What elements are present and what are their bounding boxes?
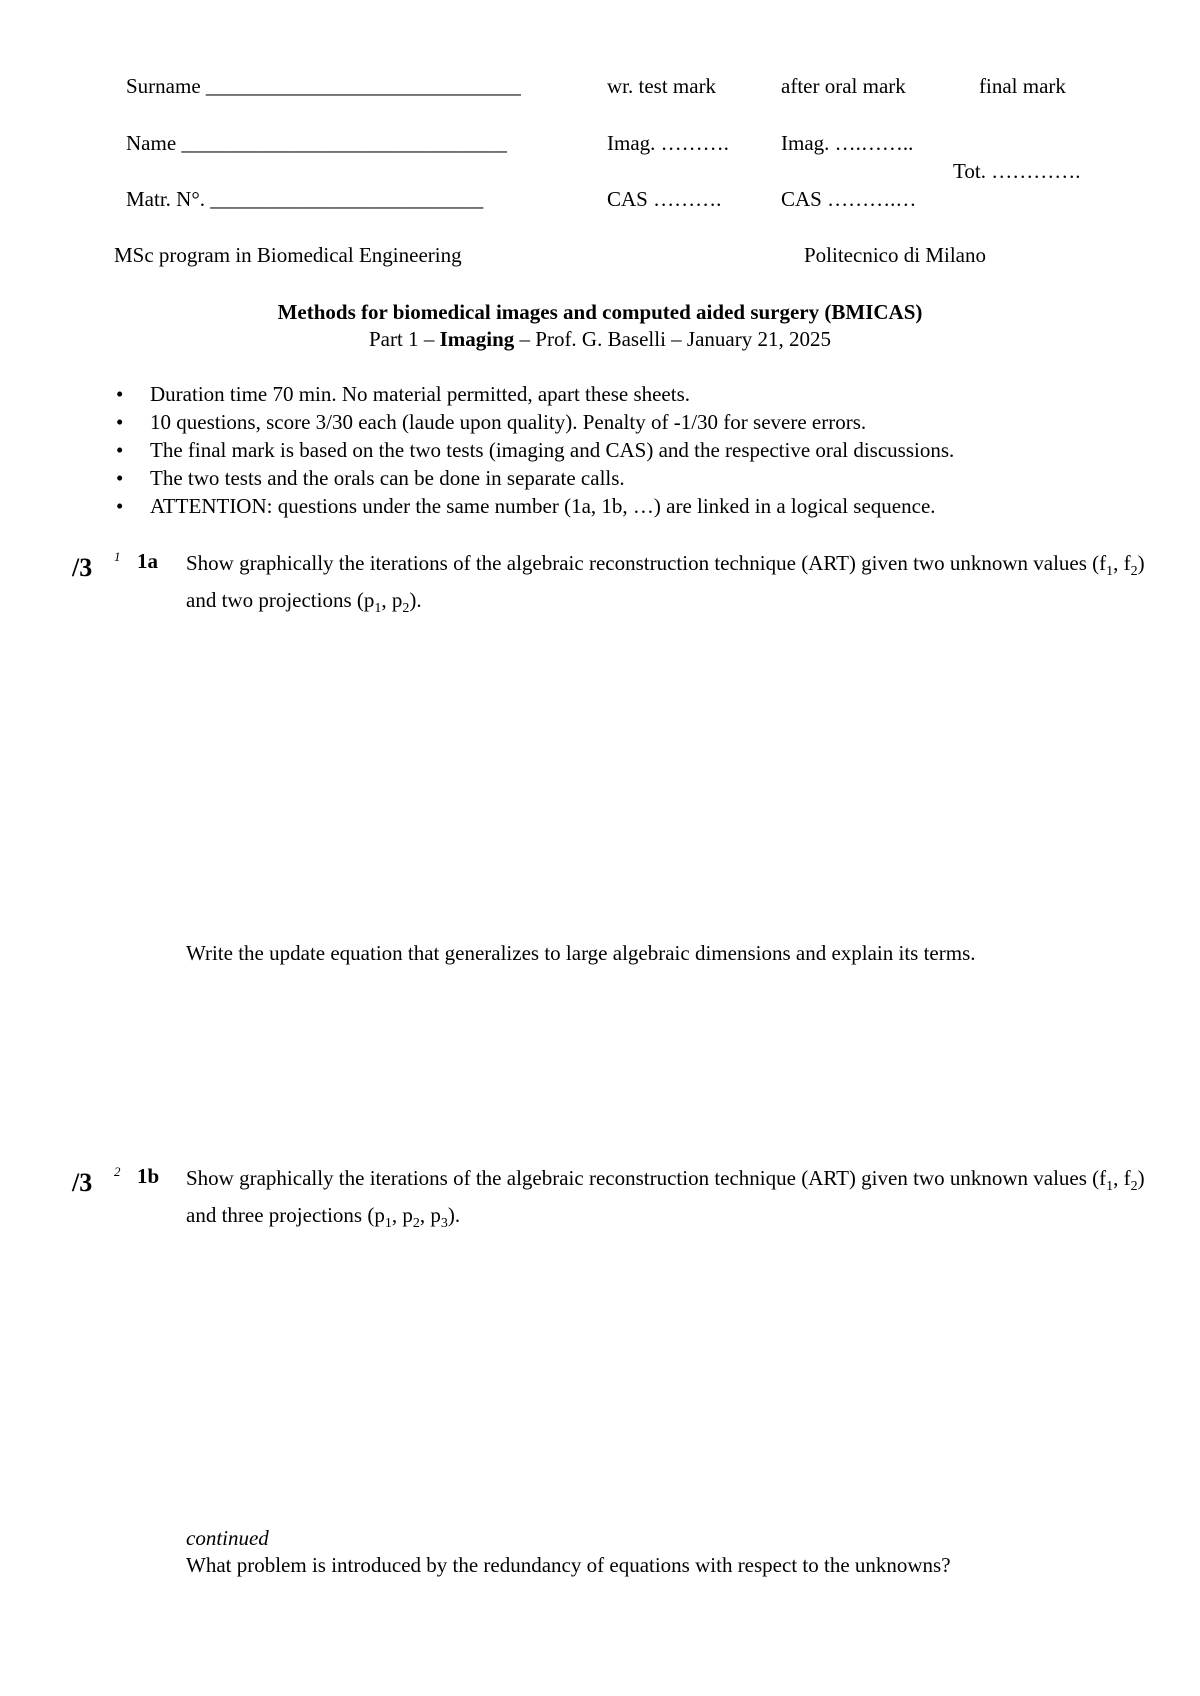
bullet-icon: • <box>116 382 124 406</box>
rule-item: • ATTENTION: questions under the same number (1a, 1b, …) are linked in a logical sequence. <box>116 494 936 518</box>
bullet-icon: • <box>116 466 124 490</box>
oral-imag-mark: Imag. ….…….. <box>781 131 914 155</box>
test-imag-mark: Imag. ………. <box>607 131 729 155</box>
name-field[interactable] <box>126 131 507 156</box>
surname-label: Surname <box>126 74 201 98</box>
question-id: 1b <box>137 1164 160 1188</box>
matr-blank: __________________________ <box>210 187 484 211</box>
question-text: Show graphically the iterations of the algebraic reconstruction technique (ART) given two unknown values ($f_1$, $f_2$) and three projections ($p_1$, $p_2$, $p_3$). <box>186 1166 1145 1232</box>
matr-label: Matr. N°. <box>126 187 205 211</box>
rule-item: • The two tests and the orals can be done in separate calls. <box>116 466 625 490</box>
continued-label: continued <box>186 1526 269 1550</box>
bullet-icon: • <box>116 494 124 518</box>
question-score: /3 <box>72 1168 93 1197</box>
surname-blank: ______________________________ <box>205 74 521 98</box>
oral-cas-mark: CAS ……….… <box>781 187 917 211</box>
university-name: Politecnico di Milano <box>804 243 986 267</box>
question-number: 1 <box>114 549 121 564</box>
rule-item: • The final mark is based on the two tests (imaging and CAS) and the respective oral discussions. <box>116 438 955 462</box>
program-name: MSc program in Biomedical Engineering <box>114 243 462 267</box>
name-blank: _______________________________ <box>181 131 507 155</box>
rule-item: • 10 questions, score 3/30 each (laude upon quality). Penalty of -1/30 for severe errors. <box>116 410 867 434</box>
question-number: 2 <box>114 1164 121 1179</box>
part-topic: Imaging <box>439 327 515 351</box>
col-final-heading: final mark <box>979 74 1066 98</box>
surname-field[interactable] <box>126 74 521 99</box>
col-test-heading: wr. test mark <box>607 74 717 98</box>
question-score: /3 <box>72 553 93 582</box>
exam-subtitle <box>0 327 1200 352</box>
bullet-icon: • <box>116 410 124 434</box>
question-id: 1a <box>137 549 158 573</box>
exam-title: Methods for biomedical images and computed aided surgery (BMICAS) <box>277 300 923 324</box>
rules-list <box>116 380 954 520</box>
col-oral-heading: after oral mark <box>781 74 906 98</box>
part-prefix: Part 1 – <box>369 327 435 351</box>
question-followup: Write the update equation that generalizes to large algebraic dimensions and explain its terms. <box>186 941 976 965</box>
test-cas-mark: CAS ………. <box>607 187 722 211</box>
total-mark: Tot. …………. <box>953 159 1081 183</box>
rule-item: • Duration time 70 min. No material permitted, apart these sheets. <box>116 382 691 406</box>
question-text: Show graphically the iterations of the algebraic reconstruction technique (ART) given two unknown values ($f_1$, $f_2$) and two projections ($p_1$, $p_2$). <box>186 551 1145 617</box>
bullet-icon: • <box>116 438 124 462</box>
name-label: Name <box>126 131 177 155</box>
question-followup: What problem is introduced by the redundancy of equations with respect to the unknowns? <box>186 1553 951 1577</box>
matr-field[interactable] <box>126 187 483 212</box>
part-suffix: – Prof. G. Baselli – January 21, 2025 <box>519 327 831 351</box>
